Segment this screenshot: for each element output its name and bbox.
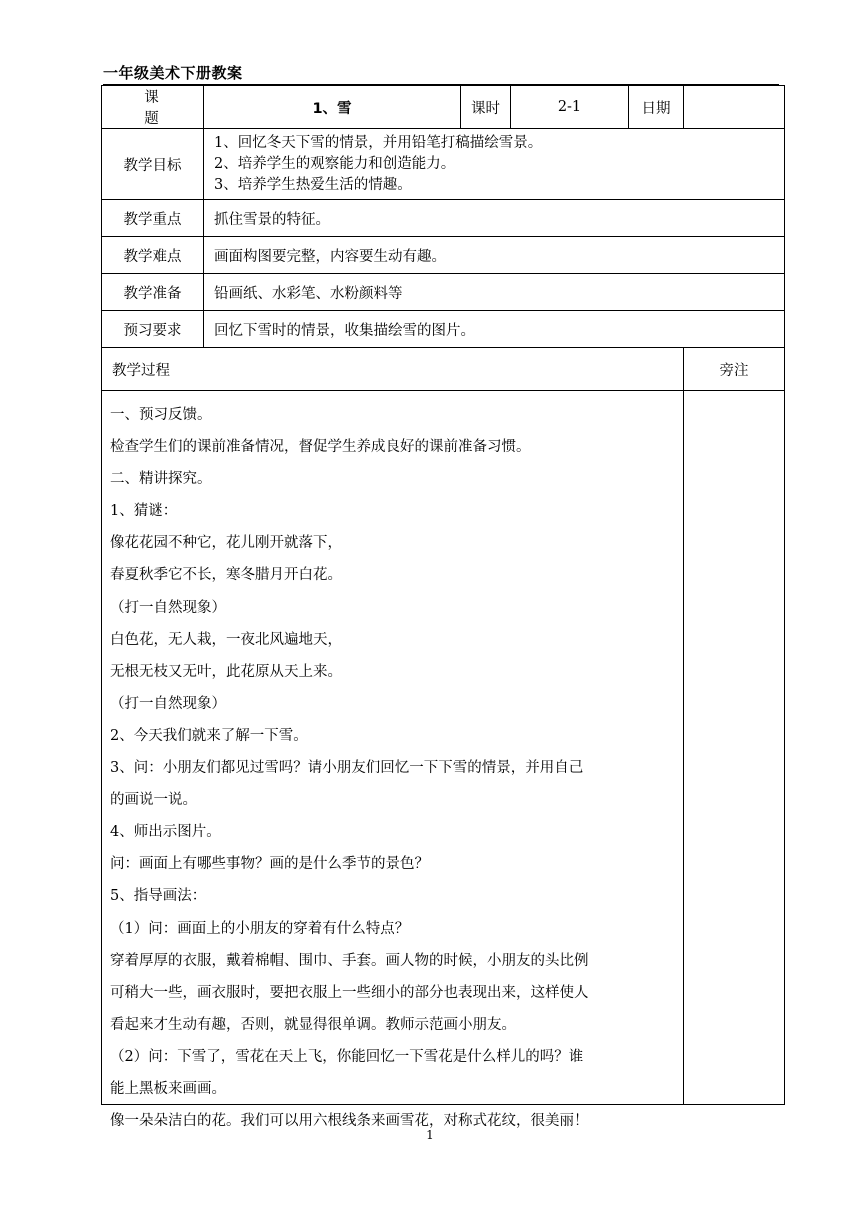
process-line: 1、猜谜： (110, 503, 178, 520)
process-line: （1）问：画面上的小朋友的穿着有什么特点？ (110, 920, 410, 937)
goal-item: 2、培养学生的观察能力和创造能力。 (214, 155, 456, 172)
goal-item: 3、培养学生热爱生活的情趣。 (214, 176, 412, 193)
process-line: （打一自然现象） (110, 695, 226, 712)
process-line: 5、指导画法： (110, 888, 207, 905)
process-line: 的画说一说。 (110, 792, 197, 809)
goals-cell (204, 129, 785, 200)
preview-value: 回忆下雪时的情景，收集描绘雪的图片。 (204, 311, 785, 348)
process-line: 问：画面上有哪些事物？画的是什么季节的景色？ (110, 856, 429, 873)
process-line: （2）问：下雪了，雪花在天上飞，你能回忆一下雪花是什么样儿的吗？谁 (110, 1048, 584, 1065)
process-line: 可稍大一些，画衣服时，要把衣服上一些细小的部分也表现出来，这样使人 (110, 984, 589, 1001)
process-line: 二、精讲探究。 (110, 471, 212, 488)
materials-row (102, 274, 785, 311)
process-line: 4、师出示图片。 (110, 824, 221, 841)
process-line: 3、问：小朋友们都见过雪吗？请小朋友们回忆一下下雪的情景，并用自己 (110, 760, 584, 777)
topic-value: 1、雪 (204, 86, 461, 129)
notes-label: 旁注 (684, 348, 785, 391)
process-line: 无根无枝又无叶，此花原从天上来。 (110, 663, 342, 680)
difficulties-row (102, 237, 785, 274)
process-line: 穿着厚厚的衣服，戴着棉帽、围巾、手套。画人物的时候，小朋友的头比例 (110, 952, 589, 969)
process-line: 一、预习反馈。 (110, 407, 212, 423)
process-content (102, 391, 683, 1130)
page-number: 1 (426, 1128, 434, 1142)
process-body-row (102, 391, 785, 1105)
preview-row (102, 311, 785, 348)
goal-item: 1、回忆冬天下雪的情景，并用铅笔打稿描绘雪景。 (214, 134, 543, 151)
difficulties-label: 教学难点 (102, 237, 204, 274)
goals-row (102, 129, 785, 200)
process-line: 看起来才生动有趣，否则，就显得很单调。教师示范画小朋友。 (110, 1016, 516, 1033)
process-line: 检查学生们的课前准备情况，督促学生养成良好的课前准备习惯。 (110, 439, 531, 456)
key-points-value: 抓住雪景的特征。 (204, 200, 785, 237)
process-line: 白色花，无人栽，一夜北风遍地天， (110, 631, 342, 648)
process-line: 像花花园不种它，花儿刚开就落下， (110, 535, 342, 552)
period-value: 2-1 (511, 86, 629, 129)
goals-label: 教学目标 (102, 129, 204, 200)
key-points-label: 教学重点 (102, 200, 204, 237)
notes-content-cell (684, 391, 785, 1105)
process-line: （打一自然现象） (110, 599, 226, 616)
lesson-plan-table (101, 85, 785, 1130)
period-label: 课时 (461, 86, 511, 129)
process-content-cell (102, 391, 684, 1130)
date-label: 日期 (629, 86, 684, 129)
difficulties-value: 画面构图要完整，内容要生动有趣。 (204, 237, 785, 274)
process-line: 2、今天我们就来了解一下雪。 (110, 727, 308, 744)
process-line: 春夏秋季它不长，寒冬腊月开白花。 (110, 567, 342, 584)
materials-value: 铅画纸、水彩笔、水粉颜料等 (204, 274, 785, 311)
materials-label: 教学准备 (102, 274, 204, 311)
process-line: 像一朵朵洁白的花。我们可以用六根线条来画雪花，对称式花纹，很美丽！ (110, 1113, 589, 1130)
process-line: 能上黑板来画画。 (110, 1080, 226, 1097)
preview-label: 预习要求 (102, 311, 204, 348)
topic-row (102, 86, 785, 129)
process-header-row (102, 348, 785, 391)
topic-label: 课 题 (102, 86, 204, 129)
date-value (684, 86, 785, 129)
process-label: 教学过程 (102, 348, 684, 391)
document-header: 一年级美术下册教案 (103, 64, 243, 82)
key-points-row (102, 200, 785, 237)
